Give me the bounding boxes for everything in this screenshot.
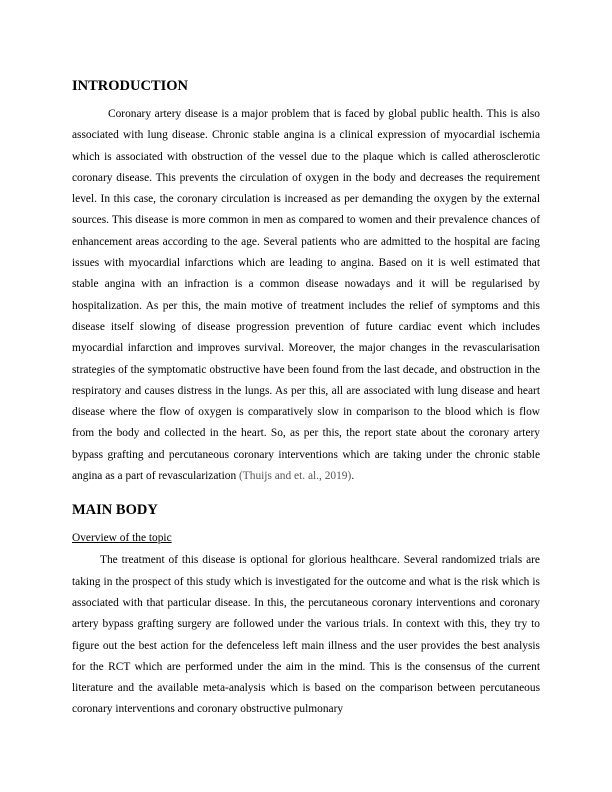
introduction-paragraph — [72, 104, 540, 487]
overview-paragraph-text: The treatment of this disease is optional for glorious healthcare. Several randomized trials are taking in the prospect of this study which is investigated for the outcome and what is the risk which is associated with that particular disease. In this, the percutaneous coronary interventions and coronary artery bypass grafting surgery are followed under the various trials. In context with this, they try to figure out the best action for the defenceless left main illness and the user provides the best analysis for the RCT which are performed under the aim in the mind. This is the consensus of the current literature and the available meta-analysis which is based on the comparison between percutaneous coronary interventions and coronary obstructive pulmonary — [72, 554, 540, 716]
overview-paragraph — [72, 550, 540, 720]
introduction-citation: (Thuijs and et. al., 2019) — [239, 470, 352, 483]
introduction-paragraph-text: Coronary artery disease is a major problem that is faced by global public health. This is also associated with lung disease. Chronic stable angina is a clinical expression of myocardial ischemia which is associated with obstruction of the vessel due to the plaque which is called atherosclerotic coronary disease. This prevents the circulation of oxygen in the body and decreases the requirement level. In this case, the coronary circulation is increased as per demanding the oxygen by the external sources. This disease is more common in men as compared to women and their prevalence chances of enhancement areas according to the age. Several patients who are admitted to the hospital are facing issues with myocardial infarctions which are leading to angina. Based on it is well estimated that stable angina with an infraction is a common disease nowadays and it will be regularised by hospitalization. As per this, the main motive of treatment includes the relief of symptoms and this disease itself slowing of disease progression prevention of future cardiac event which includes myocardial infarction and improves survival. Moreover, the major changes in the revascularisation strategies of the symptomatic obstructive have been found from the last decade, and obstruction in the respiratory and causes distress in the lungs. As per this, all are associated with lung disease and heart disease where the flow of oxygen is comparatively slow in comparison to the blood which is flow from the body and collected in the heart. So, as per this, the report state about the coronary artery bypass grafting and percutaneous coronary interventions which are taking under the chronic stable angina as a part of revascularization — [72, 108, 540, 483]
introduction-paragraph-end: . — [351, 470, 355, 483]
document-page — [72, 76, 540, 721]
main-body-heading: MAIN BODY — [72, 502, 158, 519]
introduction-heading: INTRODUCTION — [72, 78, 189, 94]
overview-subheading: Overview of the topic — [72, 532, 172, 545]
